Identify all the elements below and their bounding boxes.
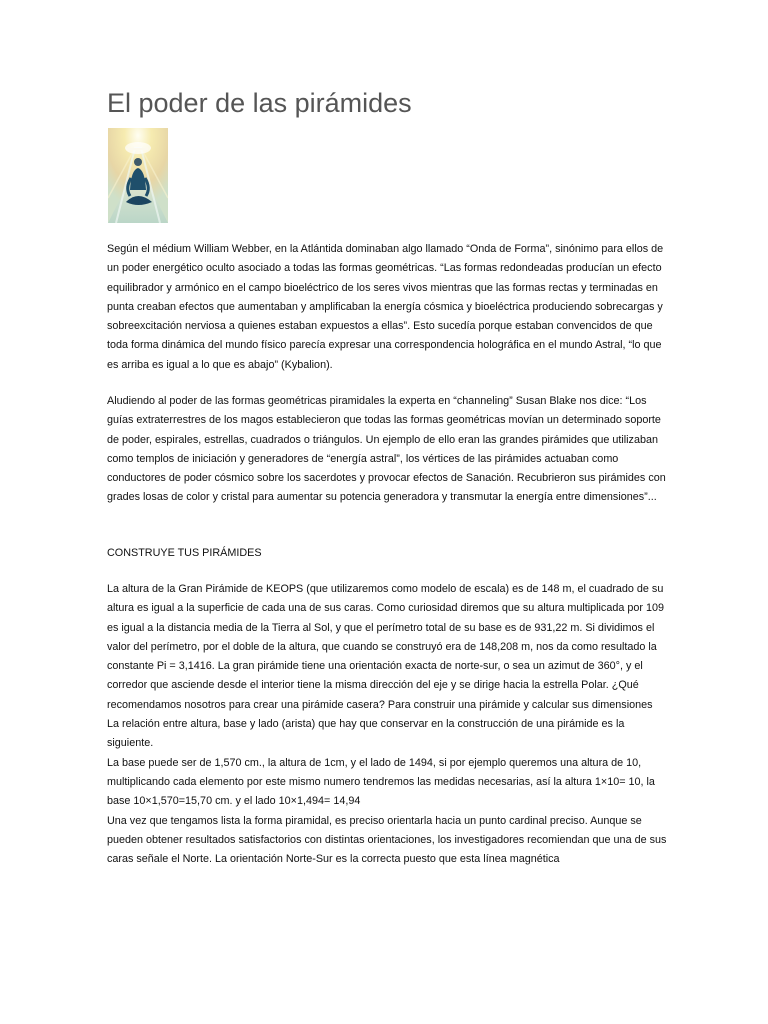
paragraph-susan-blake: Aludiendo al poder de las formas geométricas piramidales la experta en “channeling” Susan Blake nos dice: “Los guías extraterrestres de los magos establecieron que todas las formas geométricas movían un determinado soporte de poder, espirales, estrellas, cuadrados o triángulos. Un ejemplo de ello eran las grandes pirámides que utilizaban como templos de iniciación y generadores de “energía astral”, los vértices de las pirámides actuaban como conductores de poder cósmico sobre los sacerdotes y provocar efectos de Sanación. Recubrieron sus pirámides con grades losas de color y cristal para aumentar su potencia generadora y transmutar la energía entre dimensiones”...: [107, 395, 666, 504]
paragraph-relacion: La relación entre altura, base y lado (arista) que hay que conservar en la construcción de una pirámide es la siguiente.: [107, 718, 625, 750]
quote-paragraph: [107, 392, 667, 508]
paragraph-atlantida: Según el médium William Webber, en la Atlántida dominaban algo llamado “Onda de Forma”, sinónimo para ellos de un poder energético oculto asociado a todas las formas geométricas. “Las formas redondeadas producían un efecto equilibrador y armónico en el campo bioeléctrico de los seres vivos mientras que las formas rectas y terminadas en punta creaban efectos que aumentaban y amplificaban la energía cósmica y bioeléctrica produciendo sobrecargas y sobreexcitación nerviosa a quienes estaban expuestos a ellas”. Esto sucedía porque estaban convencidos de que toda forma dinámica del mundo físico parecía expresar una correspondencia holográfica en el mundo Astral, “lo que es arriba es igual a lo que es abajo” (Kybalion).: [107, 243, 664, 371]
meditating-figure-under-pyramid-icon: [108, 128, 168, 223]
section-heading: [107, 544, 667, 563]
intro-paragraph: [107, 240, 667, 375]
paragraph-base: La base puede ser de 1,570 cm., la altura de 1cm, y el lado de 1494, si por ejemplo queremos una altura de 10, multiplicando cada elemento por este mismo numero tendremos las medidas necesarias, así la altura 1×10= 10, la base 10×1,570=15,70 cm. y el lado 10×1,494= 14,94: [107, 756, 655, 808]
paragraph-keops: La altura de la Gran Pirámide de KEOPS (que utilizaremos como modelo de escala) es de 148 m, el cuadrado de su altura es igual a la superficie de cada una de sus caras. Como curiosidad diremos que su altura multiplicada por 109 es igual a la distancia media de la Tierra al Sol, y que el perímetro total de su base es de 931,22 m. Si dividimos el valor del perímetro, por el doble de la altura, que cuando se construyó era de 148,208 m, nos da como resultado la constante Pi = 3,1416. La gran pirámide tiene una orientación exacta de norte-sur, o sea un azimut de 360°, y el corredor que asciende desde el interior tiene la misma dirección del eje y se dirige hacia la estrella Polar. ¿Qué recomendamos nosotros para crear una pirámide casera? Para construir una pirámide y calcular sus dimensiones: [107, 583, 664, 711]
paragraph-orientacion: Una vez que tengamos lista la forma piramidal, es preciso orientarla hacia un punto cardinal preciso. Aunque se pueden obtener resultados satisfactorios con distintas orientaciones, los investigadores recomiendan que una de sus caras señale el Norte. La orientación Norte-Sur es la correcta puesto que esta línea magnética: [107, 814, 667, 866]
heading-construye: CONSTRUYE TUS PIRÁMIDES: [107, 547, 262, 559]
construction-paragraphs: [107, 580, 667, 869]
page-title: El poder de las pirámides: [107, 88, 412, 118]
